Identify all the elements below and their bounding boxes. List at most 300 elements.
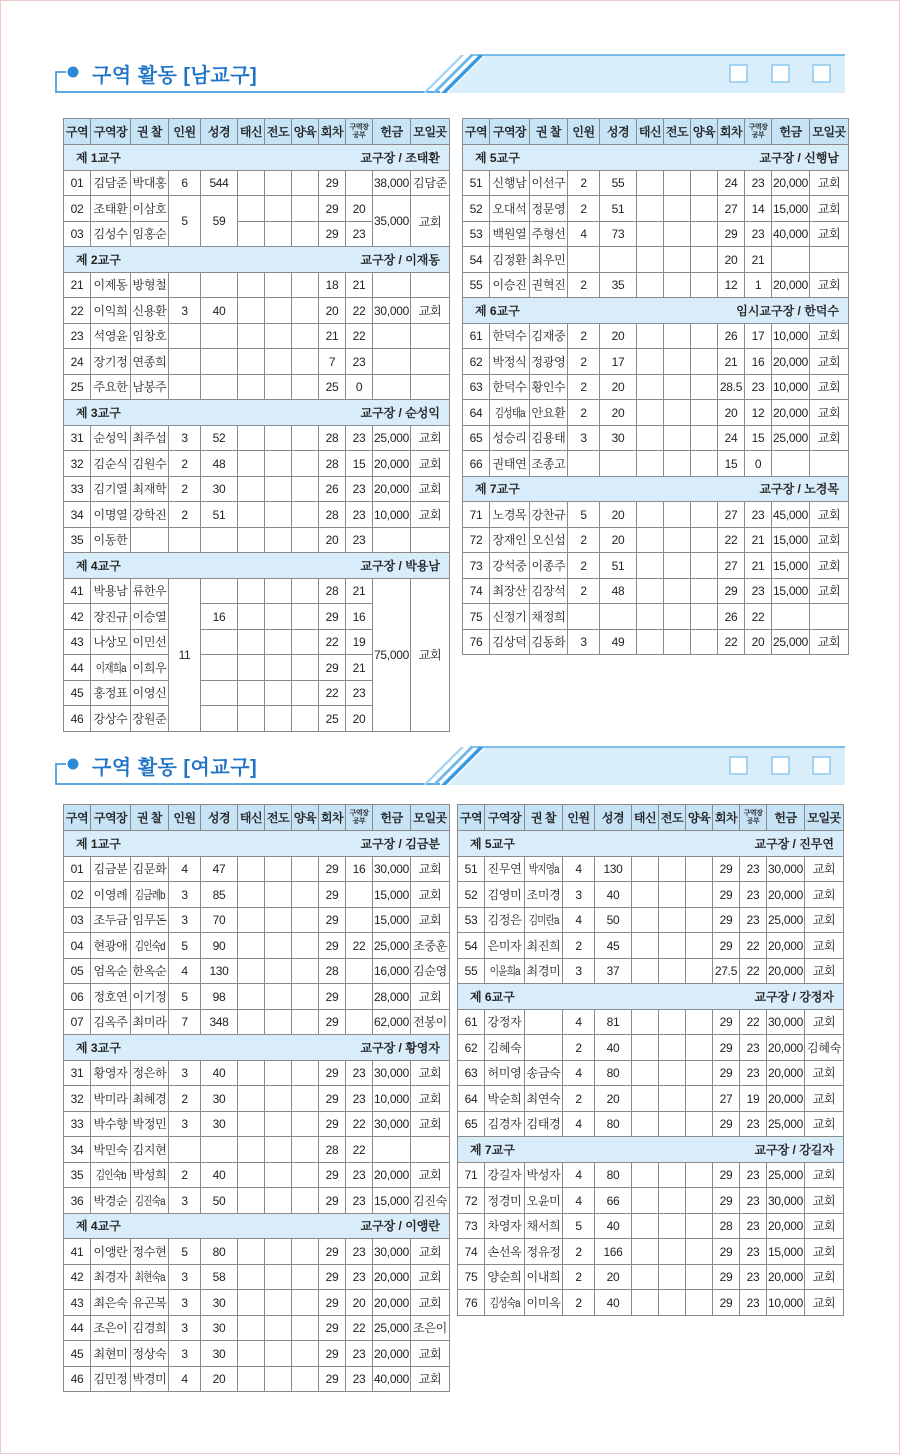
cell-leader-study-text: 23 — [746, 1040, 760, 1055]
cell-taeshin — [637, 247, 664, 273]
cell-members — [169, 451, 201, 477]
cell-bible — [201, 856, 238, 882]
cell-deacon-text: 최진희 — [526, 938, 561, 953]
cell-taeshin — [637, 349, 664, 375]
cell-leader — [91, 882, 131, 908]
cell-district-no-text: 45 — [70, 686, 84, 701]
cell-evangelism — [265, 629, 292, 655]
cell-leader — [91, 349, 131, 375]
cell-evangelism — [265, 958, 292, 984]
cell-district-no-text: 75 — [469, 609, 483, 624]
cell-offering — [373, 1086, 411, 1112]
cell-offering — [767, 1060, 805, 1086]
cell-bible-text: 81 — [606, 1015, 620, 1030]
cell-leader-study-text: 23 — [751, 380, 765, 395]
group-row — [64, 1035, 450, 1061]
cell-taeshin — [238, 1111, 265, 1137]
cell-evangelism — [265, 298, 292, 324]
cell-bible — [600, 196, 637, 222]
cell-bible — [201, 1009, 238, 1035]
cell-leader-study — [740, 1009, 767, 1035]
cell-members — [563, 933, 595, 959]
cell-offering-text: 15,000 — [773, 584, 808, 599]
cell-leader-study — [346, 1060, 373, 1086]
cell-meeting-place-text: 교회 — [812, 964, 836, 979]
cell-nurture — [292, 1366, 319, 1392]
header-bible — [600, 119, 637, 145]
cell-district-no-text: 03 — [70, 913, 84, 928]
cell-leader-text: 최장산 — [492, 584, 527, 599]
cell-meeting-place — [810, 502, 849, 528]
cell-leader-study-text: 21 — [352, 278, 366, 293]
cell-session-text: 29 — [325, 1168, 339, 1183]
cell-session — [718, 578, 745, 604]
header-deacon — [530, 119, 568, 145]
cell-offering — [373, 502, 411, 528]
cell-meeting-place — [810, 578, 849, 604]
cell-bible-text: 30 — [212, 1346, 226, 1361]
cell-meeting-place-text: 교회 — [418, 1372, 442, 1387]
cell-members-text: 2 — [580, 380, 587, 395]
cell-offering — [767, 1188, 805, 1214]
header-session — [718, 119, 745, 145]
cell-bible — [201, 1290, 238, 1316]
cell-deacon — [525, 1239, 563, 1265]
cell-leader-study-text: 21 — [751, 533, 765, 548]
cell-meeting-place — [411, 196, 450, 247]
cell-bible — [201, 272, 238, 298]
cell-session-text: 28 — [325, 456, 339, 471]
cell-evangelism — [265, 655, 292, 681]
cell-bible — [201, 1111, 238, 1137]
cell-taeshin — [238, 298, 265, 324]
district-table — [457, 804, 844, 1316]
cell-members — [169, 527, 201, 553]
cell-meeting-place-text: 교회 — [418, 482, 442, 497]
cell-deacon-text: 오신섭 — [531, 533, 566, 548]
cell-district-no — [64, 604, 91, 630]
table-row — [64, 1315, 450, 1341]
cell-meeting-place-text: 교회 — [817, 533, 841, 548]
cell-district-no — [458, 1035, 485, 1061]
women-table-left — [63, 804, 450, 1392]
cell-meeting-place — [411, 527, 450, 553]
cell-meeting-place-text: 교회 — [418, 1168, 442, 1183]
cell-session — [713, 1264, 740, 1290]
cell-bible — [201, 680, 238, 706]
cell-offering — [772, 170, 810, 196]
cell-leader-study-text: 22 — [352, 1117, 366, 1132]
cell-leader — [91, 221, 131, 247]
cell-session-text: 24 — [724, 431, 738, 446]
cell-session — [319, 706, 346, 732]
cell-leader-study-text: 23 — [352, 533, 366, 548]
cell-session-text: 21 — [325, 329, 339, 344]
cell-members — [563, 1264, 595, 1290]
cell-session-text: 27 — [719, 1091, 733, 1106]
cell-district-no-text: 53 — [464, 913, 478, 928]
cell-session — [319, 984, 346, 1010]
cell-district-no-text: 73 — [469, 558, 483, 573]
cell-district-no-text: 71 — [464, 1168, 478, 1183]
cell-bible-text: 51 — [611, 558, 625, 573]
cell-members — [568, 451, 600, 477]
cell-members — [169, 882, 201, 908]
header-bible — [201, 805, 238, 831]
table-row — [64, 1111, 450, 1137]
cell-deacon — [131, 298, 169, 324]
cell-leader — [490, 604, 530, 630]
cell-district-no-text: 33 — [70, 482, 84, 497]
cell-meeting-place — [411, 882, 450, 908]
cell-evangelism — [659, 1213, 686, 1239]
cell-offering — [373, 196, 411, 247]
cell-evangelism — [265, 527, 292, 553]
cell-nurture — [292, 655, 319, 681]
cell-meeting-place — [805, 907, 844, 933]
cell-leader-study-text: 23 — [746, 1270, 760, 1285]
group-name: 제 7교구 — [470, 1142, 515, 1157]
cell-district-no-text: 42 — [70, 609, 84, 624]
cell-deacon — [131, 476, 169, 502]
cell-leader-text: 차영자 — [487, 1219, 522, 1234]
cell-leader — [490, 527, 530, 553]
cell-bible — [201, 476, 238, 502]
cell-taeshin — [238, 1239, 265, 1265]
cell-bible-text: 16 — [212, 609, 226, 624]
cell-evangelism — [664, 604, 691, 630]
cell-members-text: 3 — [181, 887, 188, 902]
cell-members — [169, 1060, 201, 1086]
cell-district-no — [64, 425, 91, 451]
cell-bible-text: 90 — [212, 938, 226, 953]
cell-leader-study-text: 23 — [746, 913, 760, 928]
cell-session — [713, 1009, 740, 1035]
cell-deacon-text: 김장석 — [531, 584, 566, 599]
table-row — [64, 1290, 450, 1316]
cell-leader — [91, 1264, 131, 1290]
cell-offering-text: 10,000 — [773, 329, 808, 344]
cell-district-no-text: 31 — [70, 431, 84, 446]
cell-session — [713, 1111, 740, 1137]
cell-deacon — [131, 578, 169, 604]
cell-leader-study — [346, 1137, 373, 1163]
cell-session-text: 15 — [724, 456, 738, 471]
group-row-content — [475, 480, 839, 497]
header-leader — [91, 119, 131, 145]
cell-offering — [767, 1239, 805, 1265]
cell-leader — [91, 958, 131, 984]
cell-members — [169, 578, 201, 731]
cell-meeting-place-text: 김담준 — [413, 176, 447, 191]
cell-deacon-text: 임홍순 — [132, 227, 167, 242]
cell-leader-text: 장재인 — [492, 533, 527, 548]
cell-nurture — [292, 882, 319, 908]
cell-district-no — [64, 221, 91, 247]
cell-session-text: 29 — [724, 584, 738, 599]
cell-deacon — [131, 425, 169, 451]
cell-bible — [595, 1290, 632, 1316]
cell-leader — [91, 196, 131, 222]
cell-deacon — [131, 1086, 169, 1112]
cell-leader — [91, 374, 131, 400]
cell-district-no-text: 24 — [70, 354, 84, 369]
cell-nurture — [292, 1111, 319, 1137]
cell-leader-study-text: 20 — [751, 635, 765, 650]
cell-bible — [201, 1366, 238, 1392]
cell-leader-study-text: 23 — [746, 1117, 760, 1132]
header-session-label: 회차 — [719, 125, 743, 139]
cell-nurture — [292, 451, 319, 477]
cell-leader — [485, 958, 525, 984]
cell-meeting-place-text: 교회 — [418, 887, 442, 902]
group-row — [463, 476, 849, 502]
cell-district-no-text: 04 — [70, 938, 84, 953]
table-row — [458, 958, 844, 984]
cell-taeshin — [238, 655, 265, 681]
cell-leader-text: 권태연 — [492, 456, 527, 471]
cell-deacon — [525, 1086, 563, 1112]
table-row — [458, 1264, 844, 1290]
group-name: 제 4교구 — [76, 558, 121, 573]
cell-members — [169, 323, 201, 349]
cell-members-text: 4 — [575, 913, 582, 928]
cell-evangelism — [265, 1060, 292, 1086]
cell-district-no-text: 72 — [469, 533, 483, 548]
cell-offering — [772, 247, 810, 273]
group-cell — [458, 1137, 844, 1163]
cell-meeting-place — [411, 578, 450, 731]
cell-deacon-text: 이영신 — [132, 686, 167, 701]
header-nurture — [686, 805, 713, 831]
cell-offering-text: 30,000 — [768, 1015, 803, 1030]
cell-taeshin — [632, 882, 659, 908]
table-body — [64, 145, 450, 732]
cell-meeting-place — [805, 1239, 844, 1265]
cell-evangelism — [664, 247, 691, 273]
cell-members — [568, 349, 600, 375]
cell-bible-text: 80 — [606, 1117, 620, 1132]
cell-deacon — [525, 1188, 563, 1214]
table-row — [64, 272, 450, 298]
cell-members — [563, 1111, 595, 1137]
cell-deacon-text: 김지현 — [132, 1142, 167, 1157]
cell-nurture — [691, 629, 718, 655]
cell-leader-text: 정경미 — [487, 1193, 522, 1208]
cell-district-no-text: 06 — [70, 989, 84, 1004]
cell-evangelism — [265, 604, 292, 630]
cell-leader-text: 김경자 — [487, 1117, 522, 1132]
cell-district-no-text: 54 — [469, 252, 483, 267]
cell-leader — [91, 984, 131, 1010]
header-members-label: 인원 — [572, 125, 595, 139]
cell-meeting-place — [805, 1213, 844, 1239]
cell-members — [568, 604, 600, 630]
cell-deacon — [131, 882, 169, 908]
table-row — [463, 247, 849, 273]
cell-taeshin — [238, 1341, 265, 1367]
cell-district-no — [64, 1315, 91, 1341]
cell-session — [713, 958, 740, 984]
cell-offering-text: 62,000 — [374, 1015, 409, 1030]
table-row — [463, 221, 849, 247]
group-name: 제 1교구 — [76, 836, 121, 851]
cell-members-text: 2 — [575, 1270, 582, 1285]
cell-session — [718, 349, 745, 375]
table-row — [463, 451, 849, 477]
cell-leader-text: 김기열 — [93, 482, 128, 497]
table-row — [64, 1009, 450, 1035]
cell-session-text: 20 — [325, 533, 339, 548]
cell-meeting-place — [805, 856, 844, 882]
table-header — [64, 119, 450, 145]
cell-deacon — [131, 856, 169, 882]
cell-nurture — [292, 349, 319, 375]
cell-leader-study — [740, 907, 767, 933]
cell-evangelism — [265, 1239, 292, 1265]
cell-deacon — [131, 221, 169, 247]
cell-bible-text: 80 — [606, 1066, 620, 1081]
cell-bible — [600, 451, 637, 477]
cell-leader-study — [745, 400, 772, 426]
cell-bible-text: 20 — [212, 1372, 226, 1387]
cell-session-text: 29 — [325, 201, 339, 216]
cell-deacon — [131, 170, 169, 196]
cell-members — [169, 1188, 201, 1214]
cell-evangelism — [265, 1366, 292, 1392]
table-row — [64, 451, 450, 477]
cell-session-text: 29 — [719, 1066, 733, 1081]
cell-leader-study — [740, 882, 767, 908]
header-meeting-place-label: 모일곳 — [807, 811, 841, 825]
cell-meeting-place — [810, 629, 849, 655]
cell-deacon — [525, 1162, 563, 1188]
cell-offering-text: 20,000 — [768, 1219, 803, 1234]
cell-meeting-place — [411, 856, 450, 882]
cell-taeshin — [637, 502, 664, 528]
cell-taeshin — [238, 1188, 265, 1214]
cell-deacon-text: 김인숙d — [134, 938, 165, 953]
cell-evangelism — [265, 933, 292, 959]
cell-leader-study-text: 23 — [751, 227, 765, 242]
cell-members-text: 3 — [575, 964, 582, 979]
cell-taeshin — [238, 451, 265, 477]
cell-district-no-text: 45 — [70, 1346, 84, 1361]
header-evangelism-label: 전도 — [660, 811, 684, 825]
cell-leader-study — [346, 1290, 373, 1316]
group-name: 제 5교구 — [475, 150, 520, 165]
cell-meeting-place-text: 교회 — [418, 431, 442, 446]
table-row — [64, 170, 450, 196]
cell-district-no-text: 43 — [70, 1295, 84, 1310]
cell-meeting-place — [805, 1035, 844, 1061]
cell-members-text: 2 — [580, 176, 587, 191]
cell-offering — [767, 1290, 805, 1316]
cell-evangelism — [664, 170, 691, 196]
cell-offering-text: 15,000 — [374, 1193, 409, 1208]
cell-meeting-place-text: 교회 — [418, 913, 442, 928]
header-taeshin-label: 태신 — [633, 811, 657, 825]
cell-taeshin — [238, 272, 265, 298]
table-row — [463, 527, 849, 553]
cell-bible-text: 70 — [212, 913, 226, 928]
cell-leader-study — [346, 933, 373, 959]
cell-offering — [772, 272, 810, 298]
cell-evangelism — [664, 578, 691, 604]
cell-session — [718, 400, 745, 426]
cell-leader-study — [346, 1239, 373, 1265]
cell-deacon-text: 이삼호 — [132, 201, 167, 216]
table-row — [458, 882, 844, 908]
cell-offering-text: 40,000 — [374, 1372, 409, 1387]
cell-leader-study — [346, 1366, 373, 1392]
group-cell — [458, 831, 844, 857]
group-cell — [64, 1213, 450, 1239]
cell-meeting-place — [411, 1264, 450, 1290]
cell-bible-text: 37 — [606, 964, 620, 979]
cell-members-text: 3 — [181, 1193, 188, 1208]
cell-leader — [490, 349, 530, 375]
cell-bible-text: 544 — [209, 176, 229, 191]
table-row — [463, 553, 849, 579]
cell-offering-text: 20,000 — [768, 887, 803, 902]
header-taeshin-label: 태신 — [638, 125, 662, 139]
cell-deacon-text: 송금숙 — [526, 1066, 561, 1081]
cell-offering-text: 30,000 — [374, 1244, 409, 1259]
cell-members — [169, 476, 201, 502]
table-row — [463, 578, 849, 604]
cell-offering-text: 20,000 — [773, 278, 808, 293]
table-body — [458, 831, 844, 1316]
cell-members — [563, 882, 595, 908]
cell-evangelism — [265, 349, 292, 375]
cell-deacon — [131, 604, 169, 630]
cell-deacon — [525, 882, 563, 908]
cell-evangelism — [664, 527, 691, 553]
cell-leader — [485, 1239, 525, 1265]
cell-leader-study — [346, 1111, 373, 1137]
cell-evangelism — [265, 1290, 292, 1316]
cell-members-text: 4 — [181, 862, 188, 877]
cell-leader-study — [745, 629, 772, 655]
group-cell — [64, 831, 450, 857]
cell-bible — [201, 604, 238, 630]
header-leader-study-line: 공부 — [751, 131, 765, 139]
cell-district-no — [64, 1290, 91, 1316]
cell-session — [713, 1188, 740, 1214]
cell-evangelism — [265, 984, 292, 1010]
cell-taeshin — [637, 604, 664, 630]
cell-leader-text: 김혜숙 — [487, 1040, 522, 1055]
cell-offering — [772, 553, 810, 579]
header-row — [64, 119, 450, 145]
header-taeshin — [637, 119, 664, 145]
cell-meeting-place — [810, 527, 849, 553]
cell-district-no — [458, 933, 485, 959]
cell-bible-text: 166 — [603, 1244, 623, 1259]
cell-offering — [767, 1213, 805, 1239]
cell-district-no-text: 21 — [70, 278, 84, 293]
cell-session-text: 29 — [325, 1015, 339, 1030]
cell-session-text: 28 — [325, 431, 339, 446]
cell-district-no — [463, 604, 490, 630]
cell-deacon — [131, 349, 169, 375]
cell-leader — [91, 1341, 131, 1367]
cell-taeshin — [632, 1213, 659, 1239]
cell-evangelism — [265, 1111, 292, 1137]
cell-bible — [201, 882, 238, 908]
header-bible-label: 성경 — [207, 811, 231, 825]
